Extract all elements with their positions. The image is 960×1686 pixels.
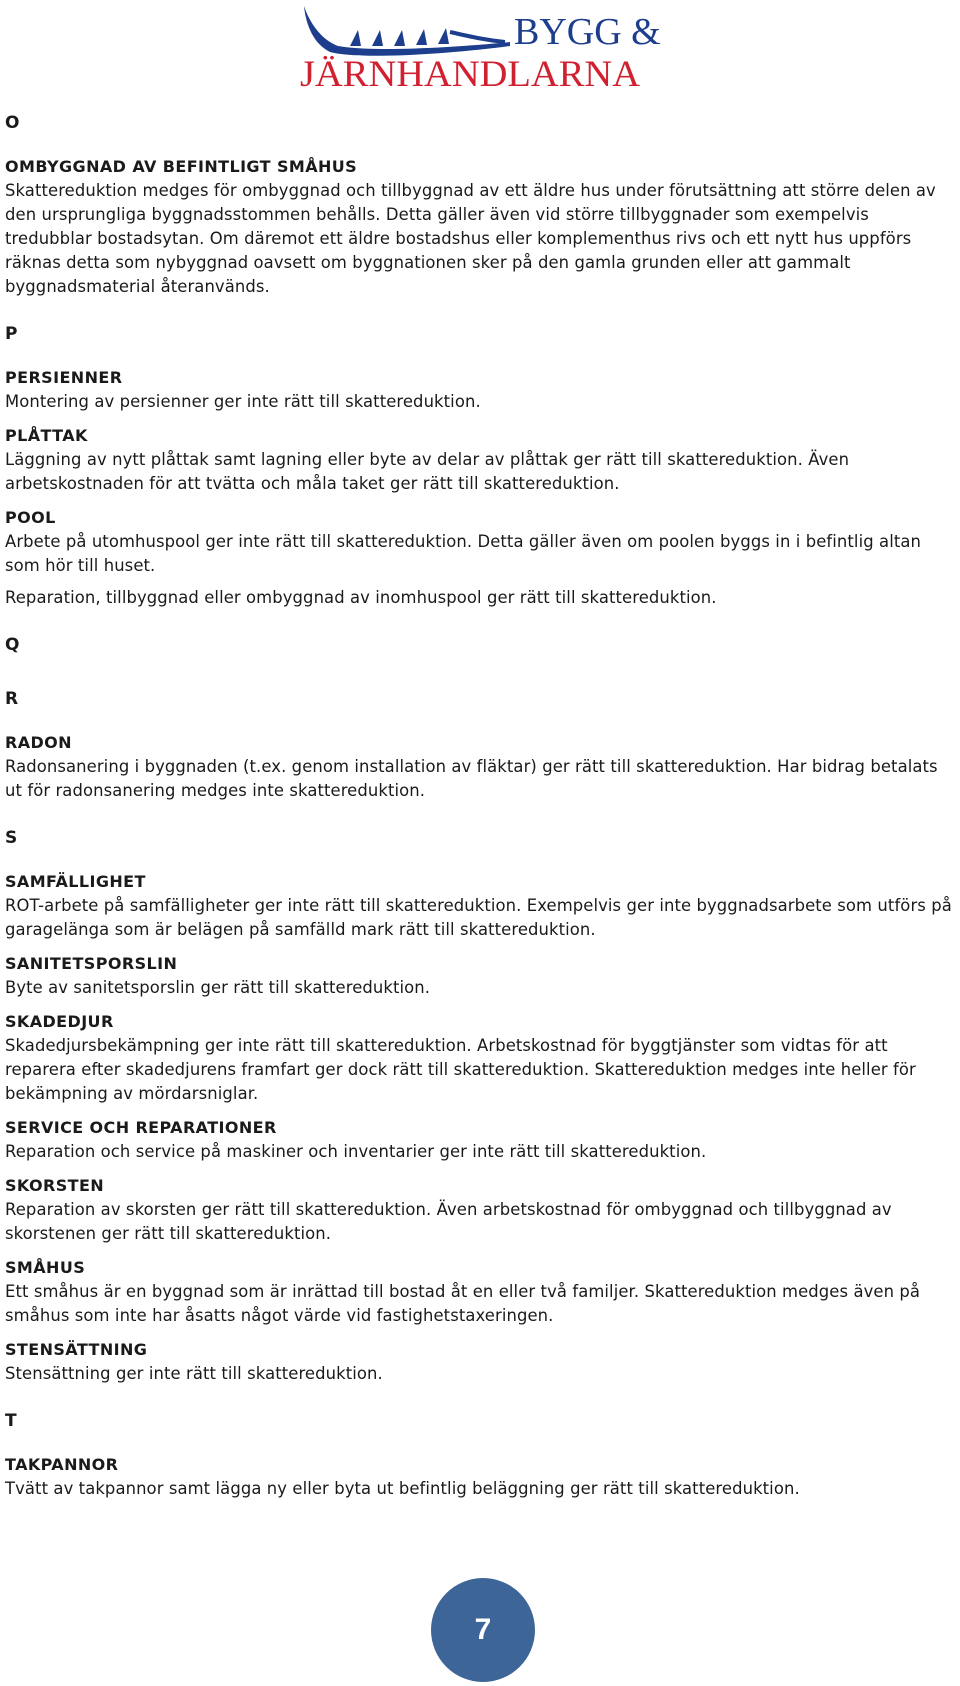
entry-paragraph: Reparation och service på maskiner och inventarier ger inte rätt till skattereduktion. [5,1142,707,1161]
entry-title: PERSIENNER [5,368,123,387]
glossary-entry [5,506,955,610]
glossary-entry [5,1338,955,1386]
entry-title: SANITETSPORSLIN [5,954,178,973]
logo-text-line1: BYGG & [514,11,661,53]
glossary-entry [5,424,955,496]
entry-title: RADON [5,733,72,752]
section-letter: O [5,113,20,133]
glossary-entry [5,1174,955,1246]
entry-title: PLÅTTAK [5,426,88,445]
section-r [5,688,955,803]
glossary-entry [5,1116,955,1164]
logo-swoosh-icon [304,6,510,56]
section-entries [5,155,955,299]
entry-paragraph: Byte av sanitetsporslin ger rätt till skattereduktion. [5,978,431,997]
section-entries [5,870,955,1386]
section-o [5,112,955,299]
entry-paragraph: Tvätt av takpannor samt lägga ny eller byta ut befintlig beläggning ger rätt till skattereduktion. [5,1479,800,1498]
glossary-entry [5,155,955,299]
entry-paragraph: Montering av persienner ger inte rätt till skattereduktion. [5,392,481,411]
entry-title: SERVICE OCH REPARATIONER [5,1118,277,1137]
logo-text-line2: JÄRNHANDLARNA [300,54,641,94]
entry-paragraph: Reparation, tillbyggnad eller ombyggnad av inomhuspool ger rätt till skattereduktion. [5,588,717,607]
entry-title: SKORSTEN [5,1176,105,1195]
section-letter: R [5,689,19,709]
entry-paragraph: Skattereduktion medges för ombyggnad och tillbyggnad av ett äldre hus under förutsättning att större delen av den ursprungliga byggnadsstommen behålls. Detta gäller även vid större tillbyggnader som exempelvis tredubblar bostadsytan. Om däremot ett äldre bostadshus eller komplementhus rivs och ett nytt hus uppförs räknas detta som nybyggnad oavsett om byggnationen sker på den gamla grunden eller att gammalt byggnadsmaterial återanvänds. [5,181,936,296]
section-letter: T [5,1411,17,1431]
entry-title: STENSÄTTNING [5,1340,148,1359]
document-body [5,112,955,1525]
glossary-entry [5,952,955,1000]
section-entries [5,366,955,610]
section-letter: P [5,324,18,344]
entry-title: SKADEDJUR [5,1012,114,1031]
entry-title: SMÅHUS [5,1258,86,1277]
entry-title: SAMFÄLLIGHET [5,872,146,891]
entry-paragraph: Arbete på utomhuspool ger inte rätt till skattereduktion. Detta gäller även om poolen byggs in i befintlig altan som hör till huset. [5,532,922,575]
section-t [5,1410,955,1501]
section-letter: Q [5,635,20,655]
glossary-entry [5,366,955,414]
section-entries [5,1453,955,1501]
section-q [5,634,955,656]
entry-title: OMBYGGNAD AV BEFINTLIGT SMÅHUS [5,157,358,176]
entry-paragraph: Skadedjursbekämpning ger inte rätt till skattereduktion. Arbetskostnad för byggtjänster som vidtas för att reparera efter skadedjurens framfart ger dock rätt till skattereduktion. Skattereduktion medges inte heller för bekämpning av mördarsniglar. [5,1036,916,1103]
entry-title: POOL [5,508,56,527]
entry-paragraph: Stensättning ger inte rätt till skattereduktion. [5,1364,383,1383]
entry-paragraph: Reparation av skorsten ger rätt till skattereduktion. Även arbetskostnad för ombyggnad och tillbyggnad av skorstenen ger rätt till skattereduktion. [5,1200,892,1243]
bygg-jarnhandlarna-logo [300,2,672,94]
entry-title: TAKPANNOR [5,1455,119,1474]
glossary-entry [5,1010,955,1106]
glossary-entry [5,1256,955,1328]
section-p [5,323,955,610]
entry-paragraph: Ett småhus är en byggnad som är inrättad till bostad åt en eller två familjer. Skattereduktion medges även på småhus som inte har åsatts något värde vid fastighetstaxeringen. [5,1282,921,1325]
glossary-entry [5,1453,955,1501]
section-s [5,827,955,1386]
entry-paragraph: Läggning av nytt plåttak samt lagning eller byte av delar av plåttak ger rätt till skattereduktion. Även arbetskostnaden för att tvätta och måla taket ger rätt till skattereduktion. [5,450,850,493]
entry-paragraph: ROT-arbete på samfälligheter ger inte rätt till skattereduktion. Exempelvis ger inte byggnadsarbete som utförs på garagelänga som är belägen på samfälld mark rätt till skattereduktion. [5,896,952,939]
page-number-badge: 7 [431,1578,535,1682]
section-letter: S [5,828,18,848]
glossary-entry [5,731,955,803]
section-entries [5,731,955,803]
glossary-entry [5,870,955,942]
entry-paragraph: Radonsanering i byggnaden (t.ex. genom installation av fläktar) ger rätt till skattereduktion. Har bidrag betalats ut för radonsanering medges inte skattereduktion. [5,757,938,800]
